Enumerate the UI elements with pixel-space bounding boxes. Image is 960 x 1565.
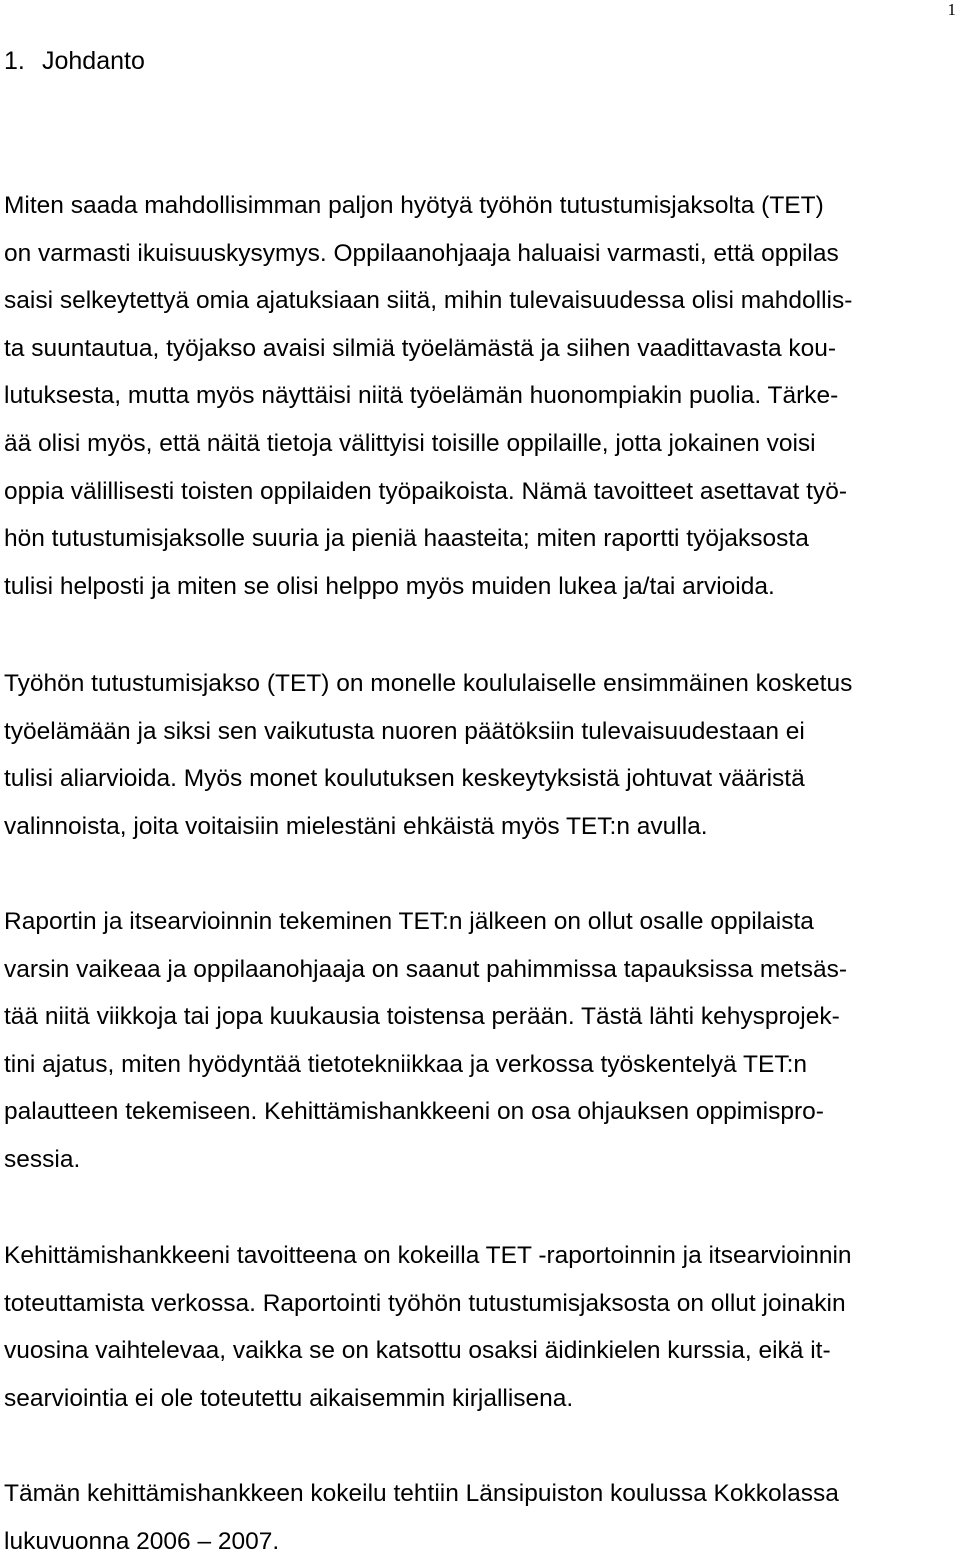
paragraph-line: tää niitä viikkoja tai jopa kuukausia toistensa perään. Tästä lähti kehysprojek- <box>4 1003 840 1031</box>
paragraph-line: työelämään ja siksi sen vaikutusta nuoren päätöksiin tulevaisuudestaan ei <box>4 717 805 745</box>
paragraph-project-goal <box>4 1232 852 1422</box>
paragraph-line: lutuksesta, mutta myös näyttäisi niitä työelämän huonompiakin puolia. Tärke- <box>4 382 839 410</box>
paragraph-line: tini ajatus, miten hyödyntää tietotekniikkaa ja verkossa työskentelyä TET:n <box>4 1050 808 1078</box>
paragraph-line: lukuvuonna 2006 – 2007. <box>4 1527 280 1555</box>
paragraph-line: Tämän kehittämishankkeen kokeilu tehtiin Länsipuiston koulussa Kokkolassa <box>4 1480 839 1507</box>
paragraph-line: ta suuntautua, työjakso avaisi silmiä työelämästä ja siihen vaadittavasta kou- <box>4 334 837 362</box>
paragraph-line: hön tutustumisjaksolle suuria ja pieniä haasteita; miten raportti työjaksosta <box>4 525 809 553</box>
paragraph-line: oppia välillisesti toisten oppilaiden työpaikoista. Nämä tavoitteet asettavat työ- <box>4 477 847 505</box>
section-title: Johdanto <box>42 47 145 75</box>
paragraph-line: on varmasti ikuisuuskysymys. Oppilaanohjaaja haluaisi varmasti, että oppilas <box>4 239 839 267</box>
paragraph-line: Kehittämishankkeeni tavoitteena on kokeilla TET -raportoinnin ja itsearvioinnin <box>4 1242 852 1269</box>
paragraph-tet-importance <box>4 660 852 850</box>
paragraph-line: toteuttamista verkossa. Raportointi työhön tutustumisjaksosta on ollut joinakin <box>4 1289 846 1317</box>
paragraph-line: ää olisi myös, että näitä tietoja välittyisi toisille oppilaille, jotta jokainen voisi <box>4 429 816 457</box>
paragraph-line: tulisi aliarvioida. Myös monet koulutuksen keskeytyksistä johtuvat vääristä <box>4 765 805 793</box>
paragraph-line: vuosina vaihtelevaa, vaikka se on katsottu osaksi äidinkielen kurssia, eikä it- <box>4 1337 831 1365</box>
paragraph-report-problem <box>4 898 847 1184</box>
page-number: 1 <box>947 0 956 19</box>
paragraph-line: Raportin ja itsearvioinnin tekeminen TET:n jälkeen on ollut osalle oppilaista <box>4 908 814 935</box>
section-number: 1. <box>4 47 25 75</box>
paragraph-line: palautteen tekemiseen. Kehittämishankkeeni on osa ohjauksen oppimispro- <box>4 1098 824 1126</box>
section-heading <box>4 44 145 78</box>
paragraph-line: tulisi helposti ja miten se olisi helppo myös muiden lukea ja/tai arvioida. <box>4 572 775 600</box>
paragraph-location <box>4 1470 839 1565</box>
paragraph-line: Työhön tutustumisjakso (TET) on monelle koululaiselle ensimmäinen kosketus <box>4 670 853 697</box>
paragraph-line: sessia. <box>4 1145 81 1173</box>
paragraph-line: varsin vaikeaa ja oppilaanohjaaja on saanut pahimmissa tapauksissa metsäs- <box>4 955 848 983</box>
paragraph-line: saisi selkeytettyä omia ajatuksiaan siitä, mihin tulevaisuudessa olisi mahdollis- <box>4 287 853 315</box>
paragraph-line: Miten saada mahdollisimman paljon hyötyä työhön tutustumisjaksolta (TET) <box>4 192 824 219</box>
paragraph-intro <box>4 182 852 610</box>
paragraph-line: searviointia ei ole toteutettu aikaisemmin kirjallisena. <box>4 1384 574 1412</box>
paragraph-line: valinnoista, joita voitaisiin mielestäni ehkäistä myös TET:n avulla. <box>4 812 708 840</box>
